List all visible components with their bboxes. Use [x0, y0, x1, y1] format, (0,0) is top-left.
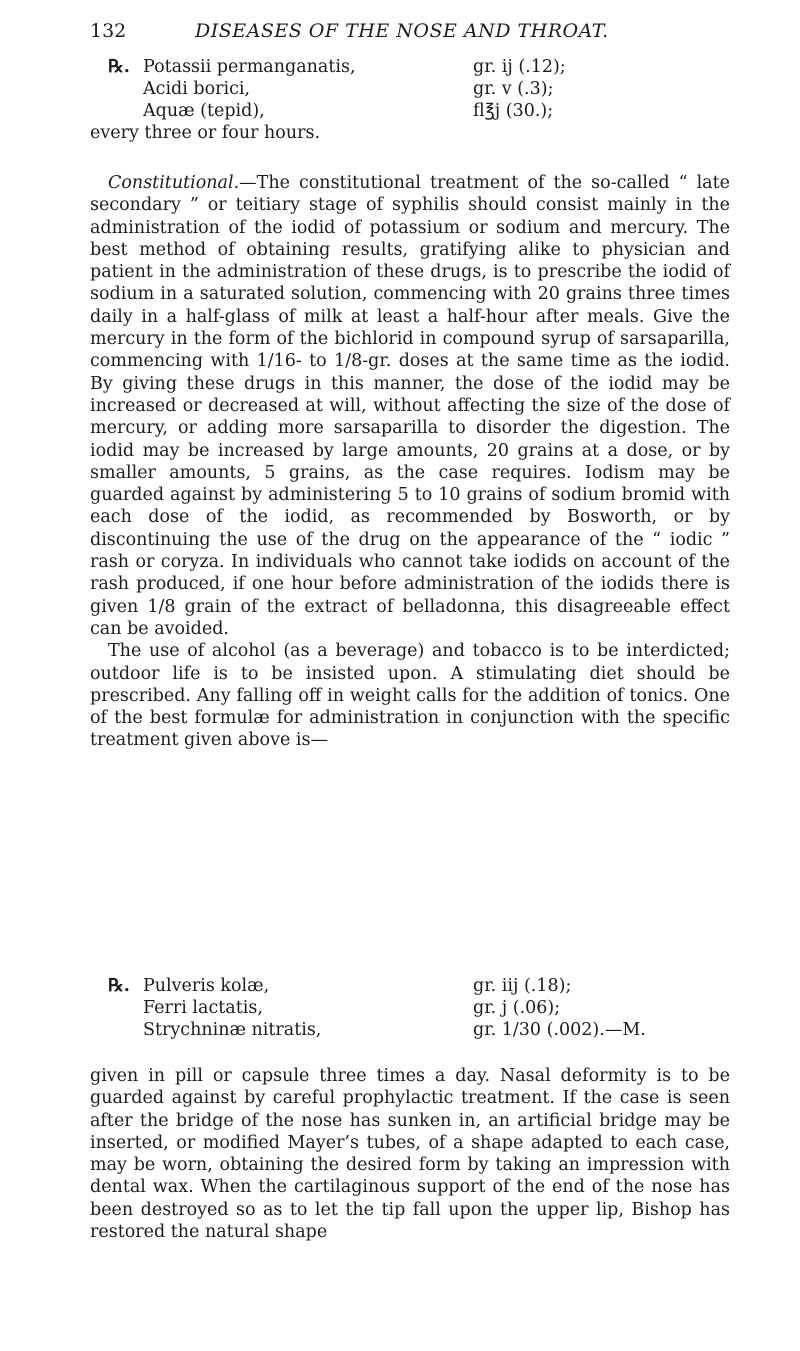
- paragraph: given in pill or capsule three times a day. Nasal deformity is to be guarded against by careful prophylactic treatment. If the case is seen after the bridge of the nose has sunken in, an artificial bridge may be inserted, or modified Mayer’s tubes, of a shape adapted to each case, may be worn, obtaining the desired form by taking an impression with dental wax. When the cartilaginous support of the end of the nose has been destroyed so as to let the tip fall upon the upper lip, Bishop has restored the natural shape: [90, 1066, 730, 1243]
- rx-row: [108, 78, 708, 100]
- rx-drug: Potassii permanganatis,: [143, 57, 356, 77]
- rx-drug: Acidi borici,: [143, 79, 251, 99]
- recipe-symbol: ℞.: [108, 976, 130, 996]
- paragraph: The use of alcohol (as a beverage) and tobacco is to be interdicted; outdoor life is to be insisted upon. A stimulating diet should be prescribed. Any falling off in weight calls for the addition of tonics. One of the best formulæ for administration in conjunction with the specific treatment given above is—: [90, 641, 730, 751]
- rx-drug: Pulveris kolæ,: [143, 976, 270, 996]
- rx-row: [108, 975, 708, 997]
- paragraph: [90, 172, 730, 640]
- rx-dose: gr. j (.06);: [473, 998, 561, 1018]
- rx-dose: gr. iij (.18);: [473, 976, 572, 996]
- running-head: DISEASES OF THE NOSE AND THROAT.: [195, 20, 609, 42]
- rx-row: [108, 100, 708, 122]
- paragraph-text: —The constitutional treatment of the so-called “ late secondary ” or teitiary stage of syphilis should consist mainly in the administration of the iodid of potassium or sodium and mercury. The best method of obtaining results, gratifying alike to physician and patient in the administration of these drugs, is to prescribe the iodid of sodium in a saturated solution, commencing with 20 grains three times daily in a half-glass of milk at least a half-hour after meals. Give the mercury in the form of the bichlorid in compound syrup of sarsaparilla, commencing with 1/16- to 1/8-gr. doses at the same time as the iodid. By giving these drugs in this manner, the dose of the iodid may be increased or decreased at will, without affecting the size of the dose of mercury, or adding more sarsaparilla to disorder the digestion. The iodid may be increased by large amounts, 20 grains at a dose, or by smaller amounts, 5 grains, as the case requires. Iodism may be guarded against by administering 5 to 10 grains of sodium bromid with each dose of the iodid, as recommended by Bosworth, or by discontinuing the use of the drug on the appearance of the “ iodic ” rash or coryza. In individuals who cannot take iodids on account of the rash produced, if one hour before administration of the iodids there is given 1/8 grain of the extract of belladonna, this disagreeable effect can be avoided.: [90, 173, 730, 639]
- rx-row: [108, 56, 708, 78]
- prescription-1: [108, 56, 708, 122]
- rx-row: [108, 997, 708, 1019]
- rx-drug: Strychninæ nitratis,: [143, 1020, 322, 1040]
- section-heading: Constitutional.: [108, 173, 240, 193]
- main-text: [90, 172, 730, 752]
- rx-directions: every three or four hours.: [90, 123, 321, 143]
- prescription-2: [108, 975, 708, 1041]
- rx-dose: gr. 1/30 (.002).—M.: [473, 1020, 646, 1040]
- rx-drug: Ferri lactatis,: [143, 998, 263, 1018]
- rx-row: [108, 1019, 708, 1041]
- rx-dose: gr. v (.3);: [473, 79, 554, 99]
- recipe-symbol: ℞.: [108, 57, 130, 77]
- rx-drug: Aquæ (tepid),: [143, 101, 265, 121]
- page-number: 132: [90, 20, 127, 42]
- rx-dose: fl℥j (30.);: [473, 101, 554, 121]
- rx-dose: gr. ij (.12);: [473, 57, 566, 77]
- page-header: [90, 20, 730, 50]
- closing-text: [90, 1065, 730, 1243]
